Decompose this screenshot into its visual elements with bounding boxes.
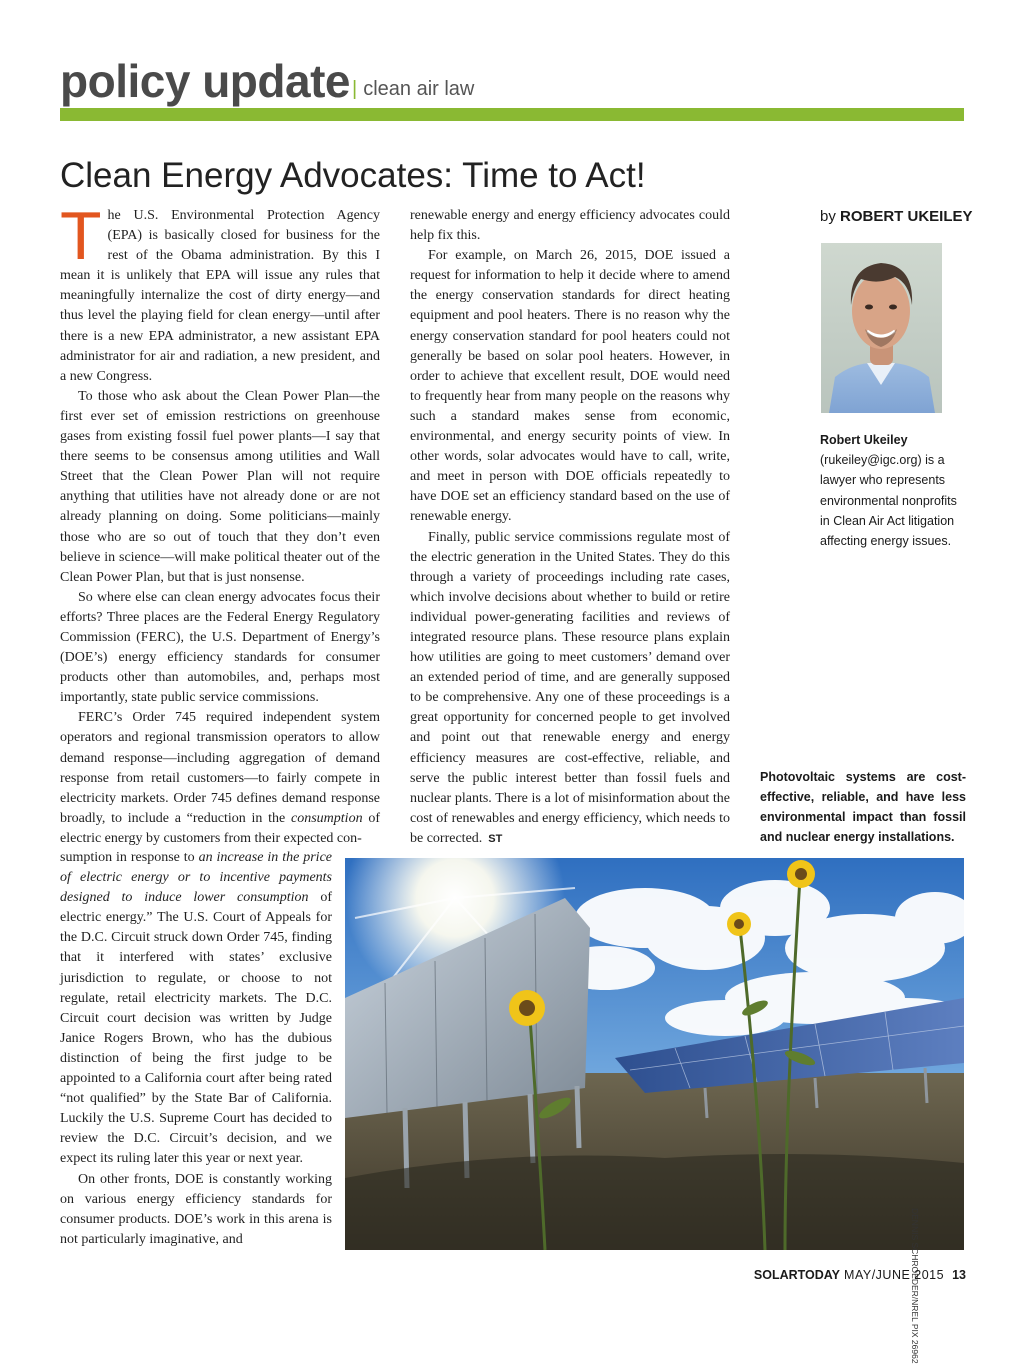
publication-name: SOLARTODAY bbox=[753, 1268, 841, 1282]
section-subtitle-text: clean air law bbox=[363, 78, 475, 100]
paragraph-text: of electric energy.” The U.S. Court of Appeals for the D.C. Circuit struck down Order 745, finding that it interfered with states’ exclusive jurisdiction to regulate, or choose to not regulate, retail electricity markets. The D.C. Circuit court decision was written by Judge Janice Rogers Brown, who has the dubious distinction of being the first judge to be appointed to a California court after being rated “not qualified” by the State Bar of California. Luckily the U.S. Supreme Court has decided to review the D.C. Circuit’s decision, and we expect its ruling later this year or next year. bbox=[60, 890, 332, 1167]
issue-date: MAY/JUNE 2015 bbox=[844, 1268, 945, 1282]
article-paragraph-4 bbox=[60, 708, 380, 849]
article-paragraph-8 bbox=[410, 528, 730, 850]
solar-field-photo bbox=[345, 858, 964, 1250]
end-mark: ST bbox=[488, 832, 503, 845]
emphasis-text: an increase in the price of electric energy or to incentive payments designed to induce lower consumption bbox=[60, 850, 332, 906]
byline bbox=[820, 208, 973, 225]
drop-cap: T bbox=[60, 198, 102, 274]
photo-caption: Photovoltaic systems are cost-effective, reliable, and have less environmental impact than fossil and nuclear energy installations. bbox=[760, 770, 966, 845]
paragraph-text: sumption in response to bbox=[60, 850, 199, 865]
paragraph-text: FERC’s Order 745 required independent system operators and regional transmission operators to allow demand response—including aggregation of demand response from retail customers—to fairly compete in electricity markets. Order 745 defines demand response broadly, to include a “reduction in the bbox=[60, 710, 380, 826]
article-paragraph-2: To those who ask about the Clean Power Plan—the first ever set of emission restrictions on greenhouse gases from existing fossil fuel power plants—I say that there seems to be consensus among utilities and Wall Street that the Clean Power Plan will not require anything that utilities have not already done or are not already planning on doing. Some politicians—mainly those who are so out of touch that they don’t even believe in science—will make political theater out of the Clean Power Plan, but that is just nonsense. bbox=[60, 388, 380, 585]
emphasis-text: consumption bbox=[291, 810, 363, 826]
section-title: policy update bbox=[60, 55, 350, 107]
page-number: 13 bbox=[952, 1268, 966, 1282]
header-rule bbox=[60, 108, 964, 121]
paragraph-text: he U.S. Environmental Protection Agency (EPA) is basically closed for business for the rest of the Obama administration. By this I mean it is unlikely that EPA will issue any rules that meaningfully internalize the cost of dirty energy—and thus level the playing field for clean energy—until after there is a new EPA administrator, a new assistant EPA administrator for air and radiation, a new president, and a new Congress. bbox=[60, 208, 380, 384]
section-header bbox=[60, 52, 964, 110]
article-column-1-continued bbox=[60, 848, 332, 1250]
article-paragraph-7: For example, on March 26, 2015, DOE issued a request for information to help it decide where to amend the energy conservation standards for direct heating equipment and pool heaters. There is no reason why the energy conservation standard for pool heaters could not generally be based on solar pool heaters. However, in order to achieve that excellent result, DOE would need to frequently hear from many people on the reasons why such a standard makes sense from economic, environmental, and energy security points of view. In other words, solar advocates would have to call, write, and meet in person with DOE officials repeatedly to have DOE set an efficiency standard based on the use of renewable energy. bbox=[410, 248, 730, 525]
article-column-1 bbox=[60, 198, 380, 849]
section-separator: | bbox=[352, 78, 358, 100]
article-paragraph-6: renewable energy and energy efficiency advocates could help fix this. bbox=[410, 208, 730, 244]
photo-credit: DENNIS SCHROEDER/NREL PIX 26962 bbox=[910, 1208, 920, 1364]
author-bio bbox=[820, 430, 970, 551]
bio-name: Robert Ukeiley bbox=[820, 433, 908, 447]
sunflower bbox=[509, 990, 545, 1026]
article-paragraph-4-continued bbox=[60, 848, 332, 1170]
page-footer bbox=[754, 1268, 966, 1282]
paragraph-text: Finally, public service commissions regulate most of the electric generation in the United States. They do this through a variety of proceedings including rate cases, which involve decisions about whether to build or retire individual power-generating facilities and reviews of integrated resource plans. These resource plans explain how utilities are going to meet customers’ demand over an extended period of time, and are generally supposed to be comprehensive. Any one of these proceedings is a great opportunity for concerned people to get involved and point out that renewable energy and energy efficiency measures are cost-effective, reliable, and serve the public interest better than fossil fuels and nuclear plants. There is a lot of misinformation about the cost of renewables and energy efficiency, which needs to be corrected. bbox=[410, 529, 730, 846]
byline-author: ROBERT UKEILEY bbox=[840, 208, 973, 225]
byline-prefix: by bbox=[820, 208, 836, 225]
article-paragraph-1 bbox=[60, 198, 380, 387]
article-paragraph-3: So where else can clean energy advocates focus their efforts? Three places are the Federal Energy Regulatory Commission (FERC), the U.S. Department of Energy’s (DOE’s) energy efficiency standards for consumer products other than automobiles, and, perhaps most importantly, state public service commissions. bbox=[60, 589, 380, 706]
article-headline: Clean Energy Advocates: Time to Act! bbox=[60, 156, 646, 195]
bio-text: (rukeiley@igc.org) is a lawyer who represents environmental nonprofits in Clean Air Act litigation affecting energy issues. bbox=[820, 453, 957, 549]
article-column-2 bbox=[410, 206, 730, 849]
paragraph-text: of electric energy by customers from their expected con- bbox=[60, 810, 380, 846]
author-portrait bbox=[821, 243, 942, 413]
section-subtitle bbox=[352, 76, 474, 102]
article-paragraph-5: On other fronts, DOE is constantly working on various energy efficiency standards for consumer products. DOE’s work in this arena is not particularly imaginative, and bbox=[60, 1171, 332, 1247]
